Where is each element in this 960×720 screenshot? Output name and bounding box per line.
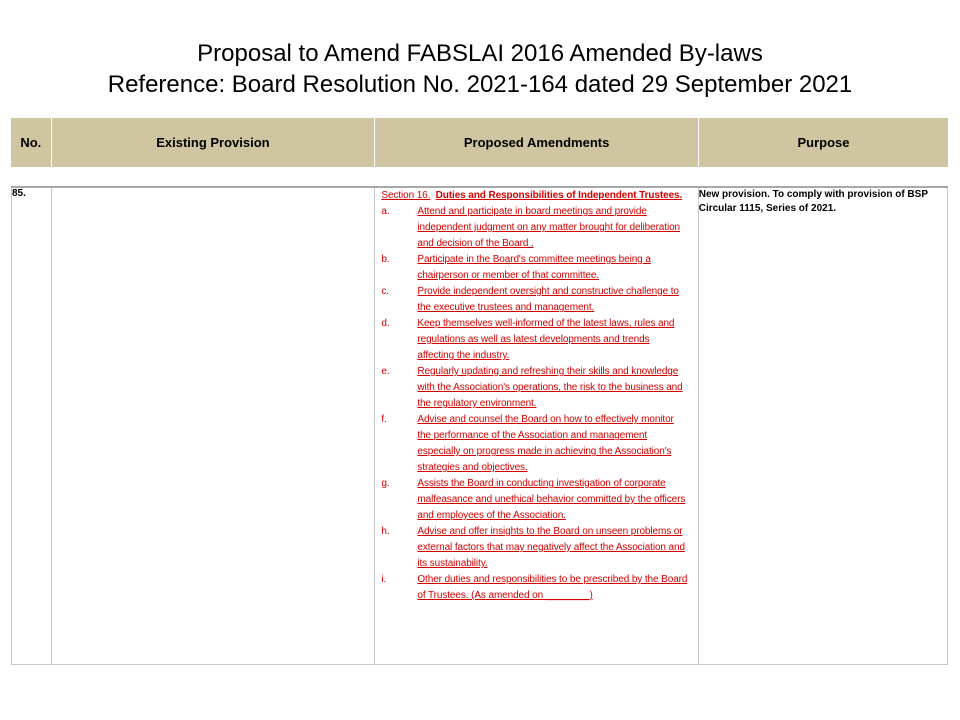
header-no: No. [11,118,51,167]
item-letter: c. [381,286,389,297]
title-line-1: Proposal to Amend FABSLAI 2016 Amended By-laws [197,40,763,67]
item-text: Keep themselves well-informed of the latest laws, rules and regulations as well as latest developments and trends affecting the industry. [417,318,675,361]
item-letter: d. [381,318,390,329]
row-number: 85. [12,187,52,665]
table-body [11,186,948,665]
item-text: Advise and counsel the Board on how to effectively monitor the performance of the Association and management especially on progress made in achieving the Association's strategies and objectives. [417,414,674,473]
item-text: Advise and offer insights to the Board on unseen problems or external factors that may negatively affect the Association and its sustainability. [417,526,685,569]
title-line-2: Reference: Board Resolution No. 2021-164 dated 29 September 2021 [107,71,853,98]
table-row [12,187,948,665]
header-proposed-amendments: Proposed Amendments [375,118,699,167]
item-letter: e. [381,366,390,377]
list-item [381,204,687,252]
list-item [381,572,687,604]
list-item [381,284,687,316]
item-text: Attend and participate in board meetings and provide independent judgment on any matter brought for deliberation and decision of the Board . [417,206,680,249]
list-item [381,412,687,476]
item-letter: i. [381,574,387,585]
list-item [381,524,687,572]
item-text: Other duties and responsibilities to be prescribed by the Board of Trustees. (As amended on ________) [417,574,688,601]
list-item [381,252,687,284]
list-item [381,476,687,524]
purpose-cell: New provision. To comply with provision of BSP Circular 1115, Series of 2021. [698,187,947,665]
header-purpose: Purpose [698,118,948,167]
item-text: Regularly updating and refreshing their skills and knowledge with the Association's operations, the risk to the business and the regulatory environment. [417,366,683,409]
item-letter: h. [381,526,390,537]
slide-title [0,38,960,100]
section-number: Section 16. [381,190,431,201]
section-title: Duties and Responsibilities of Independent Trustees. [435,190,683,201]
item-letter: a. [381,206,390,217]
item-letter: g. [381,478,390,489]
item-text: Participate in the Board's committee meetings being a chairperson or member of that committee. [417,254,651,281]
section-heading [381,188,687,204]
list-item [381,364,687,412]
item-letter: f. [381,414,387,425]
table-header [11,118,948,167]
item-text: Assists the Board in conducting investigation of corporate malfeasance and unethical behavior committed by the officers and employees of the Association. [417,478,686,521]
list-item [381,316,687,364]
existing-provision-cell [52,187,375,665]
proposed-amendments-cell [375,187,698,665]
header-existing-provision: Existing Provision [51,118,375,167]
item-letter: b. [381,254,390,265]
item-text: Provide independent oversight and constructive challenge to the executive trustees and management. [417,286,679,313]
